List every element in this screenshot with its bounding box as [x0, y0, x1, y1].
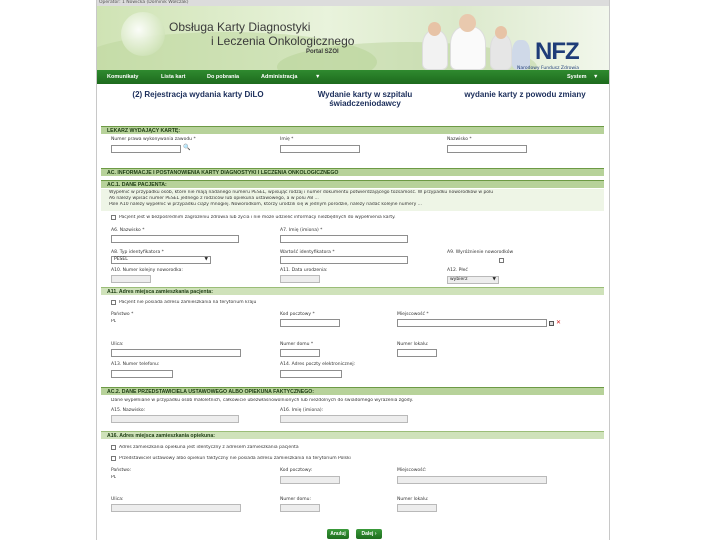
ribbon-logo-icon — [121, 12, 165, 56]
house-input[interactable] — [280, 349, 320, 357]
guardian-house-input[interactable] — [280, 504, 320, 512]
emergency-checkbox[interactable] — [111, 215, 116, 220]
phone-label: A13. Numer telefonu: — [111, 362, 160, 367]
sex-select[interactable] — [447, 276, 499, 284]
patient-notice-line2: A6 należy wpisać numer PESEL jednego z rodziców lub opiekuna ustawowego, a w polu A8 ... — [109, 196, 319, 201]
section-a16: A16. Adres miejsca zamieszkania opiekuna: — [101, 431, 604, 439]
nfz-logo: NFZ — [535, 38, 579, 65]
id-type-label: A8. Typ identyfikatora * — [111, 250, 164, 255]
next-button-label: Dalej — [361, 531, 374, 537]
guardian-flat-label: Numer lokalu: — [397, 497, 429, 502]
section-a11: A11. Adres miejsca zamieszkania pacjenta: — [101, 287, 604, 295]
guardian-flat-input[interactable] — [397, 504, 437, 512]
flat-input[interactable] — [397, 349, 437, 357]
section-issuer: LEKARZ WYDAJĄCY KARTĘ: — [101, 126, 604, 134]
nav-item-komunikaty[interactable]: Komunikaty — [107, 74, 139, 80]
patient-notice-line3: Pole A10 należy wypełnić w przypadku ciąży mnogiej. Noworodkom, którzy urodzili się w jednym porodzie, należy nadać kolejne numery ... — [109, 202, 422, 207]
guardian-abroad-checkbox[interactable] — [111, 456, 116, 461]
postal-input[interactable] — [280, 319, 340, 327]
no-address-label: Pacjent nie posiada adresu zamieszkania na terytorium kraju — [119, 300, 257, 305]
tab-hospital-issue[interactable]: Wydanie karty w szpitalu świadczeniodawcy — [317, 90, 413, 108]
newborn-label: A9. Wyróżnienie noworodków — [447, 250, 514, 255]
dictionary-icon[interactable] — [549, 321, 554, 326]
street-input[interactable] — [111, 349, 241, 357]
guardian-city-input[interactable] — [397, 476, 547, 484]
guardian-name-label: A16. Imię (imiona): — [280, 408, 324, 413]
flat-label: Numer lokalu: — [397, 342, 429, 347]
id-number-label: Wartość identyfikatora * — [280, 250, 335, 255]
banner-title-line2: i Leczenia Onkologicznego — [211, 34, 355, 48]
chevron-down-icon[interactable]: ▼ — [315, 74, 321, 80]
postal-label: Kod pocztowy * — [280, 312, 315, 317]
country-label: Państwo * — [111, 312, 134, 317]
guardian-name-input[interactable] — [280, 415, 408, 423]
tab-change-issue[interactable]: wydanie karty z powodu zmiany — [464, 90, 586, 99]
house-label: Numer domu * — [280, 342, 314, 347]
guardian-country-label: Państwo: — [111, 468, 132, 473]
patient-notice-line1: Wypełnić w przypadku osób, które nie mają nadanego numeru PESEL, wpisując rodzaj i numer dokumentu potwierdzającego tożsamość. W przypadku noworodków w polu — [109, 190, 494, 195]
next-button[interactable] — [356, 529, 382, 539]
guardian-country-value: PL — [111, 475, 117, 480]
section-ac: AC. INFORMACJE I POSTANOWIENIA KARTY DIAGNOSTYKI I LECZENIA ONKOLOGICZNEGO — [101, 168, 604, 176]
phone-input[interactable] — [111, 370, 173, 378]
patient-name-input[interactable] — [280, 235, 408, 243]
patient-surname-label: A6. Nazwisko * — [111, 228, 145, 233]
nav-item-do-pobrania[interactable]: Do pobrania — [207, 74, 240, 80]
guardian-postal-label: Kod pocztowy: — [280, 468, 313, 473]
id-number-input[interactable] — [280, 256, 408, 264]
guardian-postal-input[interactable] — [280, 476, 340, 484]
chevron-right-icon: › — [374, 531, 377, 537]
doctor-head — [459, 14, 476, 32]
city-input[interactable] — [397, 319, 547, 327]
birthdate-label: A11. Data urodzenia: — [280, 268, 328, 273]
app-window — [96, 0, 610, 540]
sex-label: A12. Płeć — [447, 268, 468, 273]
chevron-down-icon: ▼ — [492, 277, 496, 282]
guardian-surname-input[interactable] — [111, 415, 239, 423]
title-bar: Operator: 1 Nowicka (Dominik Wołczak) — [97, 0, 609, 6]
npwz-label: Numer prawa wykonywania zawodu * — [111, 137, 196, 142]
no-address-checkbox[interactable] — [111, 300, 116, 305]
newborn-order-input[interactable] — [111, 275, 151, 283]
email-label: A14. Adres poczty elektronicznej: — [280, 362, 356, 367]
doctor-figure — [422, 30, 448, 70]
header-banner — [97, 6, 609, 70]
nav-item-system[interactable]: System — [567, 74, 587, 80]
nav-item-lista-kart[interactable]: Lista kart — [161, 74, 186, 80]
nfz-logo-subtitle: Narodowy Fundusz Zdrowia — [517, 66, 580, 70]
newborn-order-label: A10. Numer kolejny noworodka: — [111, 268, 183, 273]
birthdate-input[interactable] — [280, 275, 320, 283]
chevron-down-icon[interactable]: ▼ — [593, 74, 599, 80]
banner-title: Obsługa Karty Diagnostyki — [169, 20, 311, 34]
tab-registration[interactable]: (2) Rejestracja wydania karty DiLO — [132, 90, 264, 99]
sex-value: wybierz — [450, 277, 468, 282]
issuer-surname-input[interactable] — [447, 145, 527, 153]
newborn-checkbox[interactable] — [499, 258, 504, 263]
nav-item-administracja[interactable]: Administracja — [261, 74, 298, 80]
city-label: Miejscowość * — [397, 312, 429, 317]
guardian-street-label: Ulica: — [111, 497, 124, 502]
banner-subtitle: Portal SZOI — [306, 49, 339, 55]
same-address-checkbox[interactable] — [111, 445, 116, 450]
search-icon[interactable]: 🔍 — [183, 144, 191, 151]
id-type-select[interactable] — [111, 256, 211, 264]
patient-surname-input[interactable] — [111, 235, 239, 243]
npwz-input[interactable] — [111, 145, 181, 153]
doctor-head — [428, 22, 441, 36]
doctor-figure — [490, 34, 512, 70]
guardian-city-label: Miejscowość: — [397, 468, 427, 473]
guardian-house-label: Numer domu: — [280, 497, 312, 502]
doctor-head — [495, 26, 507, 39]
country-value: PL — [111, 319, 117, 324]
clear-icon[interactable]: ✕ — [556, 319, 562, 326]
issuer-name-label: Imię * — [280, 137, 294, 142]
main-navigation — [97, 70, 609, 84]
guardian-notice: Dane wypełniane w przypadku osób małoletnich, całkowicie ubezwłasnowolnionych lub niezdolnych do świadomego wyrażenia zgody. — [111, 398, 414, 403]
doctors-photo — [412, 12, 532, 70]
street-label: Ulica: — [111, 342, 124, 347]
patient-name-label: A7. Imię (imiona) * — [280, 228, 323, 233]
guardian-surname-label: A15. Nazwisko: — [111, 408, 146, 413]
guardian-abroad-label: Przedstawiciel ustawowy albo opiekun faktyczny nie posiada adresu zamieszkania na terytorium Polski — [119, 456, 351, 461]
id-type-value: PESEL — [114, 257, 128, 262]
guardian-street-input[interactable] — [111, 504, 241, 512]
issuer-name-input[interactable] — [280, 145, 360, 153]
chevron-down-icon: ▼ — [204, 257, 208, 262]
issuer-surname-label: Nazwisko * — [447, 137, 472, 142]
same-address-label: Adres zamieszkania opiekuna jest identyczny z adresem zamieszkania pacjenta — [119, 445, 299, 450]
email-input[interactable] — [280, 370, 342, 378]
section-ac1: AC.1. DANE PACJENTA: — [101, 180, 604, 188]
doctor-figure — [450, 26, 486, 70]
section-ac2: AC.2. DANE PRZEDSTAWICIELA USTAWOWEGO ALBO OPIEKUNA FAKTYCZNEGO: — [101, 387, 604, 395]
cancel-button[interactable]: Anuluj — [327, 529, 349, 539]
wizard-tabs — [97, 84, 609, 110]
emergency-label: Pacjent jest w bezpośrednim zagrożeniu zdrowia lub życia i nie może udzielić informacji niezbędnych do wypełnienia karty. — [119, 215, 396, 220]
